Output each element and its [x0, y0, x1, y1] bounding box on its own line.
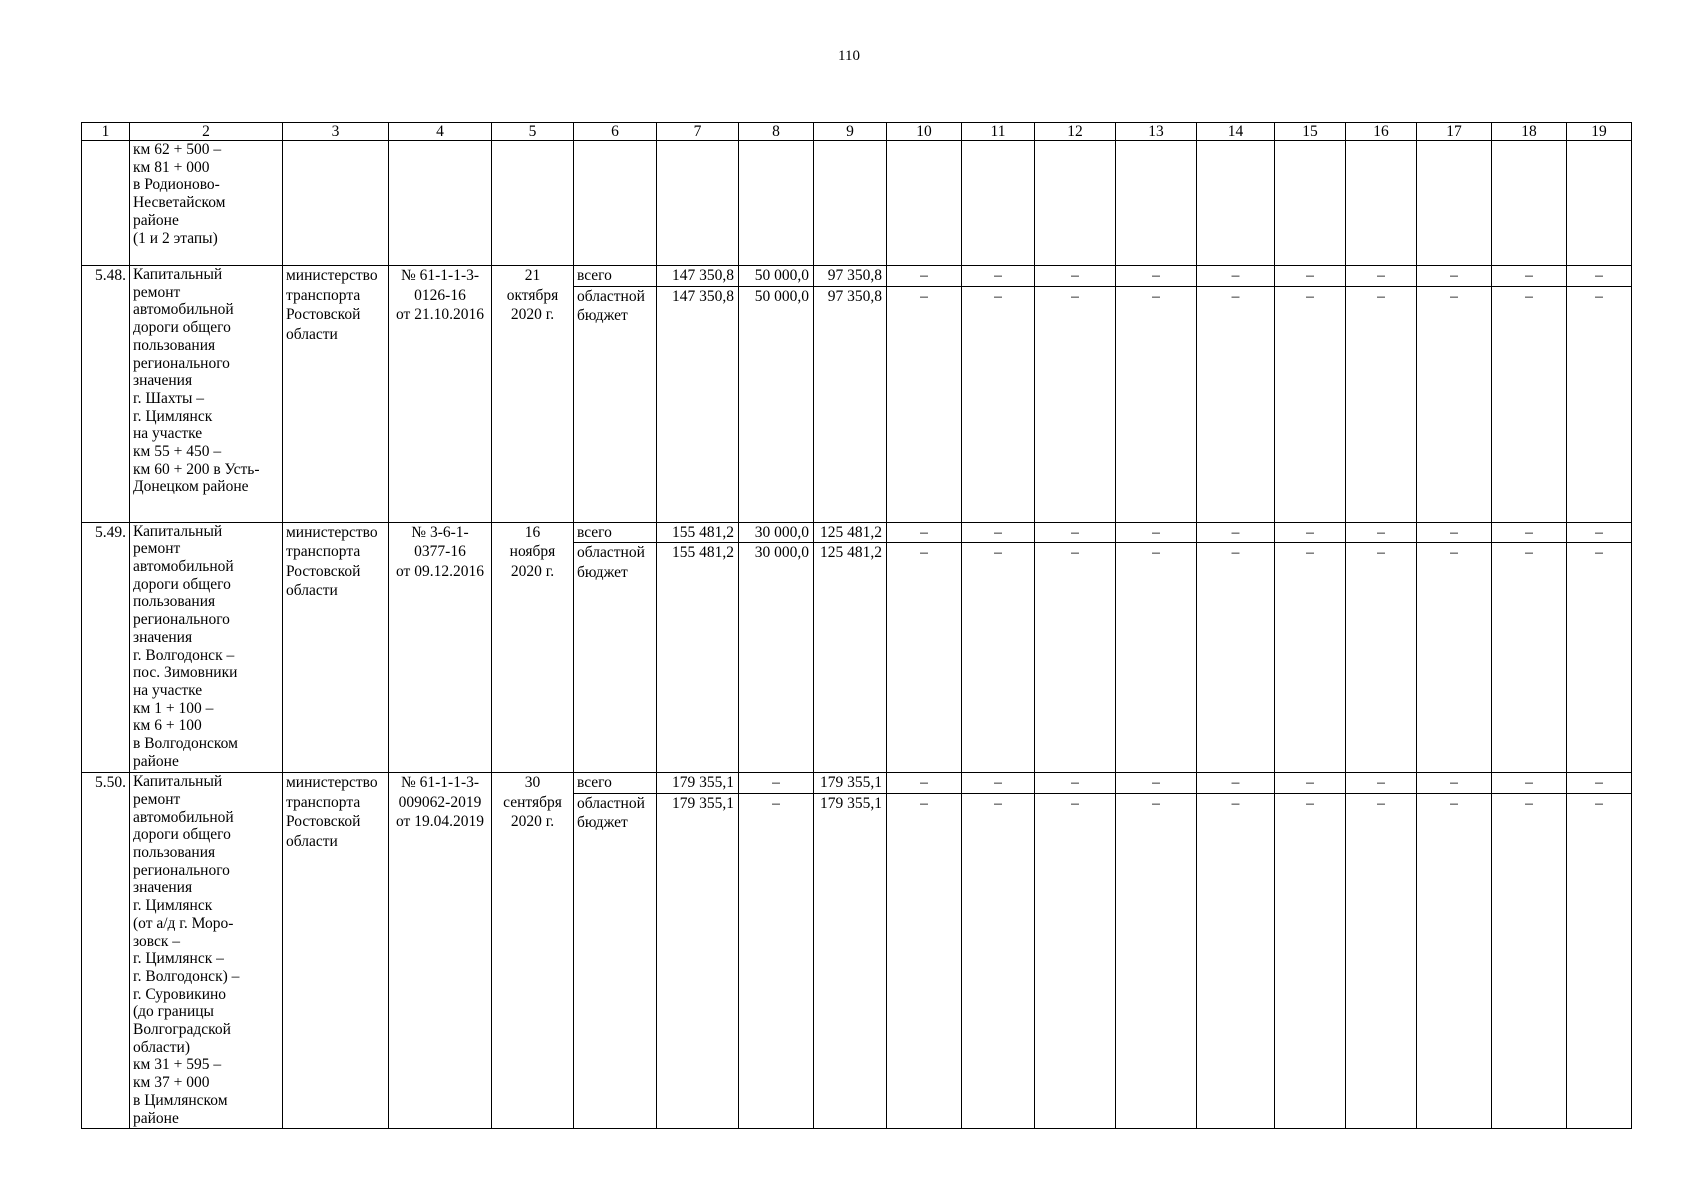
- cell-empty: [814, 141, 887, 266]
- dash-cell: –: [962, 266, 1035, 287]
- column-header: 19: [1567, 123, 1632, 141]
- dash-cell: –: [1346, 266, 1417, 287]
- dash-cell: –: [887, 773, 962, 794]
- cell-empty: [574, 141, 657, 266]
- continuation-row: [82, 141, 1632, 266]
- item-number: 5.50.: [82, 773, 130, 1129]
- dash-cell: –: [1275, 522, 1346, 543]
- customer-cell: министерство транспорта Ростовской области: [283, 773, 389, 1129]
- column-header: 17: [1417, 123, 1492, 141]
- dash-cell: –: [1035, 522, 1116, 543]
- dash-cell: –: [1417, 543, 1492, 773]
- dash-cell: –: [1417, 266, 1492, 287]
- cell-empty: [887, 141, 962, 266]
- dash-cell: –: [1035, 793, 1116, 1128]
- cell-empty: [739, 141, 814, 266]
- table-row: [82, 773, 1632, 794]
- dash-cell: –: [887, 286, 962, 522]
- cell-empty: [1567, 141, 1632, 266]
- value-cell: 147 350,8: [657, 286, 739, 522]
- column-header: 7: [657, 123, 739, 141]
- completion-date-cell: 16 ноября 2020 г.: [492, 522, 574, 773]
- dash-cell: –: [1492, 543, 1567, 773]
- dash-cell: –: [887, 266, 962, 287]
- program-table: [81, 122, 1632, 1129]
- dash-cell: –: [1567, 773, 1632, 794]
- funding-source-cell: всего: [574, 266, 657, 287]
- item-number: 5.49.: [82, 522, 130, 773]
- cell-empty: [657, 141, 739, 266]
- value-cell: 30 000,0: [739, 522, 814, 543]
- page-number: 110: [838, 48, 860, 64]
- cell-empty: [1197, 141, 1275, 266]
- value-cell: 179 355,1: [657, 773, 739, 794]
- dash-cell: –: [1346, 773, 1417, 794]
- value-cell: –: [739, 793, 814, 1128]
- document-cell: № 61-1-1-3- 009062-2019 от 19.04.2019: [389, 773, 492, 1129]
- dash-cell: –: [1346, 543, 1417, 773]
- dash-cell: –: [1035, 266, 1116, 287]
- column-header: 10: [887, 123, 962, 141]
- dash-cell: –: [1492, 793, 1567, 1128]
- object-name-cell: км 62 + 500 – км 81 + 000 в Родионово- Несветайском районе (1 и 2 этапы): [130, 141, 283, 266]
- cell-empty: [1417, 141, 1492, 266]
- customer-cell: министерство транспорта Ростовской области: [283, 522, 389, 773]
- table-row: [82, 522, 1632, 543]
- dash-cell: –: [1116, 266, 1197, 287]
- column-header: 16: [1346, 123, 1417, 141]
- column-header: 11: [962, 123, 1035, 141]
- value-cell: 50 000,0: [739, 286, 814, 522]
- cell-empty: [1116, 141, 1197, 266]
- column-header: 2: [130, 123, 283, 141]
- dash-cell: –: [1197, 543, 1275, 773]
- column-header: 3: [283, 123, 389, 141]
- cell-empty: [492, 141, 574, 266]
- dash-cell: –: [1567, 286, 1632, 522]
- column-header: 4: [389, 123, 492, 141]
- cell-empty: [1035, 141, 1116, 266]
- dash-cell: –: [1567, 543, 1632, 773]
- column-header: 18: [1492, 123, 1567, 141]
- dash-cell: –: [1492, 773, 1567, 794]
- funding-source-cell: всего: [574, 773, 657, 794]
- completion-date-cell: 21 октября 2020 г.: [492, 266, 574, 523]
- value-cell: 179 355,1: [814, 773, 887, 794]
- dash-cell: –: [1346, 522, 1417, 543]
- document-cell: № 61-1-1-3- 0126-16 от 21.10.2016: [389, 266, 492, 523]
- column-header: 14: [1197, 123, 1275, 141]
- cell-empty: [389, 141, 492, 266]
- cell-empty: [1346, 141, 1417, 266]
- dash-cell: –: [1275, 543, 1346, 773]
- cell-empty: [1492, 141, 1567, 266]
- dash-cell: –: [1197, 773, 1275, 794]
- value-cell: 50 000,0: [739, 266, 814, 287]
- value-cell: 125 481,2: [814, 543, 887, 773]
- dash-cell: –: [1417, 522, 1492, 543]
- dash-cell: –: [1116, 286, 1197, 522]
- value-cell: 30 000,0: [739, 543, 814, 773]
- customer-cell: министерство транспорта Ростовской области: [283, 266, 389, 523]
- value-cell: 179 355,1: [814, 793, 887, 1128]
- dash-cell: –: [1417, 793, 1492, 1128]
- column-header: 5: [492, 123, 574, 141]
- dash-cell: –: [1275, 773, 1346, 794]
- dash-cell: –: [1197, 793, 1275, 1128]
- dash-cell: –: [1116, 773, 1197, 794]
- dash-cell: –: [1197, 266, 1275, 287]
- column-header: 1: [82, 123, 130, 141]
- column-header: 9: [814, 123, 887, 141]
- document-cell: № 3-6-1- 0377-16 от 09.12.2016: [389, 522, 492, 773]
- dash-cell: –: [1417, 286, 1492, 522]
- column-header: 15: [1275, 123, 1346, 141]
- column-header: 8: [739, 123, 814, 141]
- funding-source-cell: всего: [574, 522, 657, 543]
- dash-cell: –: [1197, 522, 1275, 543]
- dash-cell: –: [1567, 266, 1632, 287]
- dash-cell: –: [962, 543, 1035, 773]
- column-header: 12: [1035, 123, 1116, 141]
- dash-cell: –: [1116, 543, 1197, 773]
- table-row: [82, 266, 1632, 287]
- dash-cell: –: [1346, 793, 1417, 1128]
- dash-cell: –: [1492, 266, 1567, 287]
- dash-cell: –: [1417, 773, 1492, 794]
- dash-cell: –: [1116, 522, 1197, 543]
- dash-cell: –: [1197, 286, 1275, 522]
- cell-empty: [82, 141, 130, 266]
- cell-empty: [962, 141, 1035, 266]
- dash-cell: –: [1567, 793, 1632, 1128]
- dash-cell: –: [1567, 522, 1632, 543]
- object-name-cell: Капитальный ремонт автомобильной дороги общего пользования регионального значения г. Волгодонск – пос. Зимовники на участке км 1 + 100 – км 6 + 100 в Волгодонском районе: [130, 522, 283, 773]
- value-cell: –: [739, 773, 814, 794]
- value-cell: 97 350,8: [814, 286, 887, 522]
- column-header: 13: [1116, 123, 1197, 141]
- dash-cell: –: [887, 793, 962, 1128]
- column-header: 6: [574, 123, 657, 141]
- cell-empty: [283, 141, 389, 266]
- column-number-row: [82, 123, 1632, 141]
- dash-cell: –: [1275, 286, 1346, 522]
- dash-cell: –: [887, 522, 962, 543]
- dash-cell: –: [1275, 793, 1346, 1128]
- dash-cell: –: [1035, 543, 1116, 773]
- value-cell: 179 355,1: [657, 793, 739, 1128]
- dash-cell: –: [1035, 286, 1116, 522]
- funding-source-cell: областной бюджет: [574, 286, 657, 522]
- object-name-cell: Капитальный ремонт автомобильной дороги общего пользования регионального значения г. Цимлянск (от а/д г. Моро- зовск – г. Цимлянск – г. Волгодонск) – г. Суровикино (до границы Волгоградской области) км 31 + 595 – км 37 + 000 в Цимлянском районе: [130, 773, 283, 1129]
- dash-cell: –: [962, 773, 1035, 794]
- dash-cell: –: [1492, 286, 1567, 522]
- dash-cell: –: [962, 522, 1035, 543]
- funding-source-cell: областной бюджет: [574, 543, 657, 773]
- value-cell: 155 481,2: [657, 543, 739, 773]
- item-number: 5.48.: [82, 266, 130, 523]
- dash-cell: –: [1035, 773, 1116, 794]
- value-cell: 125 481,2: [814, 522, 887, 543]
- dash-cell: –: [962, 793, 1035, 1128]
- dash-cell: –: [887, 543, 962, 773]
- dash-cell: –: [1346, 286, 1417, 522]
- dash-cell: –: [1275, 266, 1346, 287]
- value-cell: 147 350,8: [657, 266, 739, 287]
- dash-cell: –: [962, 286, 1035, 522]
- dash-cell: –: [1116, 793, 1197, 1128]
- value-cell: 155 481,2: [657, 522, 739, 543]
- completion-date-cell: 30 сентября 2020 г.: [492, 773, 574, 1129]
- value-cell: 97 350,8: [814, 266, 887, 287]
- dash-cell: –: [1492, 522, 1567, 543]
- object-name-cell: Капитальный ремонт автомобильной дороги общего пользования регионального значения г. Шахты – г. Цимлянск на участке км 55 + 450 – км 60 + 200 в Усть- Донецком районе: [130, 266, 283, 523]
- funding-source-cell: областной бюджет: [574, 793, 657, 1128]
- cell-empty: [1275, 141, 1346, 266]
